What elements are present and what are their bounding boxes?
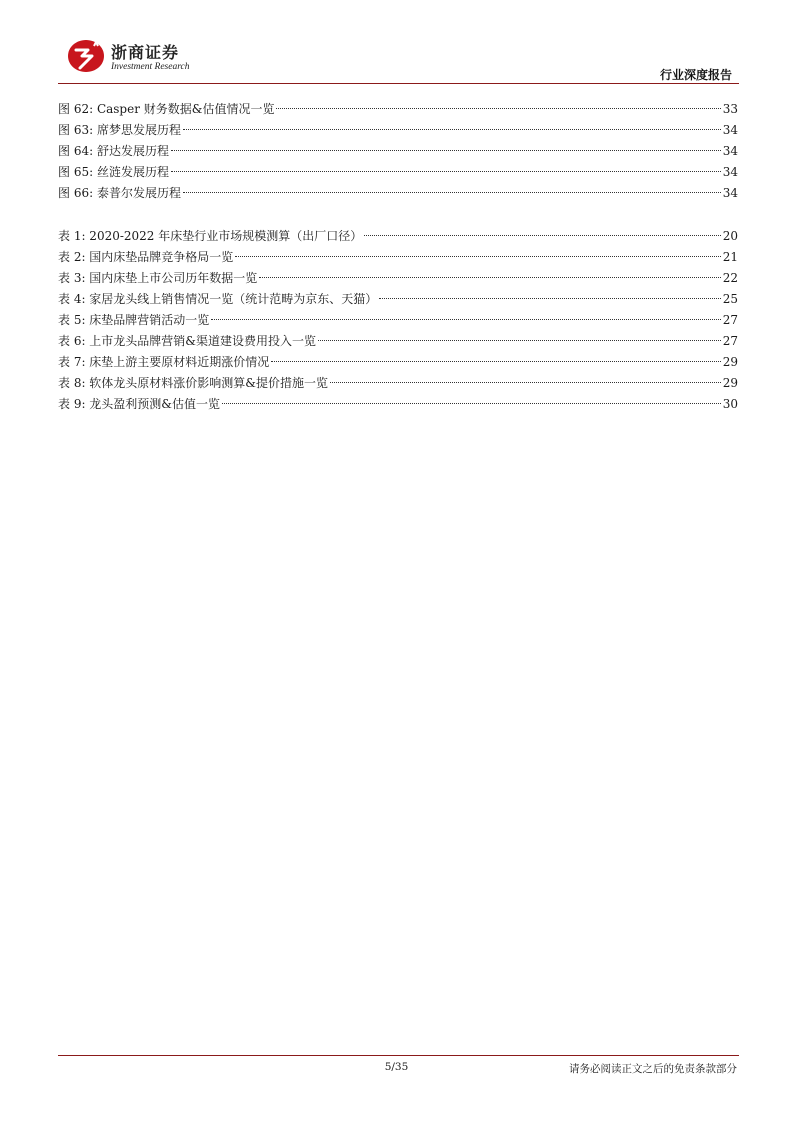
- toc-entry-page: 34: [722, 186, 738, 200]
- toc-entry-label: 图 63: 席梦思发展历程: [58, 123, 181, 137]
- header-divider: [58, 83, 739, 84]
- toc-entry-label: 表 6: 上市龙头品牌营销&渠道建设费用投入一览: [58, 334, 316, 348]
- toc-entry-page: 27: [722, 313, 738, 327]
- toc-entry-page: 34: [722, 165, 738, 179]
- toc-leader: [364, 235, 720, 236]
- toc-leader: [318, 340, 721, 341]
- table-list: [58, 226, 738, 415]
- brand-name-cn: 浙商证券: [111, 43, 180, 62]
- page-number: 5/35: [384, 1061, 409, 1073]
- toc-entry-page: 34: [722, 144, 738, 158]
- toc-leader: [183, 192, 721, 193]
- toc-leader: [271, 361, 720, 362]
- toc-entry-page: 29: [722, 355, 738, 369]
- toc-entry-page: 22: [722, 271, 738, 285]
- toc-entry-label: 表 9: 龙头盈利预测&估值一览: [58, 397, 220, 411]
- toc-entry[interactable]: [58, 99, 738, 120]
- toc-entry-label: 表 7: 床垫上游主要原材料近期涨价情况: [58, 355, 270, 369]
- toc-leader: [171, 171, 721, 172]
- toc-leader: [276, 108, 720, 109]
- toc-leader: [235, 256, 720, 257]
- toc-entry-page: 29: [722, 376, 738, 390]
- toc-entry[interactable]: [58, 352, 738, 373]
- toc-entry-page: 33: [722, 102, 738, 116]
- figure-list: [58, 99, 738, 204]
- toc-entry-label: 表 5: 床垫品牌营销活动一览: [58, 313, 210, 327]
- toc-entry-label: 表 1: 2020-2022 年床垫行业市场规模测算（出厂口径）: [58, 229, 363, 243]
- brand-name-en: Investment Research: [111, 62, 190, 72]
- report-type: 行业深度报告: [659, 68, 732, 82]
- toc-entry[interactable]: [58, 373, 738, 394]
- disclaimer-note: 请务必阅读正文之后的免责条款部分: [569, 1063, 737, 1075]
- toc-entry[interactable]: [58, 183, 738, 204]
- toc-leader: [330, 382, 721, 383]
- toc-entry-page: 27: [722, 334, 738, 348]
- toc-entry[interactable]: [58, 394, 738, 415]
- toc-entry-label: 表 4: 家居龙头线上销售情况一览（统计范畴为京东、天猫）: [58, 292, 378, 306]
- toc-entry[interactable]: [58, 289, 738, 310]
- toc-leader: [171, 150, 721, 151]
- toc-entry-label: 图 65: 丝涟发展历程: [58, 165, 169, 179]
- toc-entry-page: 20: [722, 229, 738, 243]
- toc-leader: [222, 403, 721, 404]
- toc-entry-label: 图 66: 泰普尔发展历程: [58, 186, 181, 200]
- toc-entry-label: 表 3: 国内床垫上市公司历年数据一览: [58, 271, 258, 285]
- brand-logo-icon: [66, 38, 106, 74]
- toc-entry-label: 表 8: 软体龙头原材料涨价影响测算&提价措施一览: [58, 376, 328, 390]
- toc-entry[interactable]: [58, 310, 738, 331]
- toc-entry-page: 30: [722, 397, 738, 411]
- toc-entry-label: 表 2: 国内床垫品牌竞争格局一览: [58, 250, 234, 264]
- toc-leader: [183, 129, 721, 130]
- toc-leader: [211, 319, 720, 320]
- toc-entry-page: 21: [722, 250, 738, 264]
- toc-entry-page: 34: [722, 123, 738, 137]
- toc-leader: [259, 277, 720, 278]
- footer-divider: [58, 1055, 739, 1056]
- toc-entry[interactable]: [58, 120, 738, 141]
- toc-entry-label: 图 64: 舒达发展历程: [58, 144, 169, 158]
- page-header: [58, 30, 738, 84]
- toc-entry-page: 25: [722, 292, 738, 306]
- toc-entry[interactable]: [58, 141, 738, 162]
- toc-entry[interactable]: [58, 331, 738, 352]
- toc-entry[interactable]: [58, 247, 738, 268]
- toc-entry[interactable]: [58, 226, 738, 247]
- toc-entry-label: 图 62: Casper 财务数据&估值情况一览: [58, 102, 275, 116]
- toc-leader: [379, 298, 720, 299]
- toc-entry[interactable]: [58, 162, 738, 183]
- toc-entry[interactable]: [58, 268, 738, 289]
